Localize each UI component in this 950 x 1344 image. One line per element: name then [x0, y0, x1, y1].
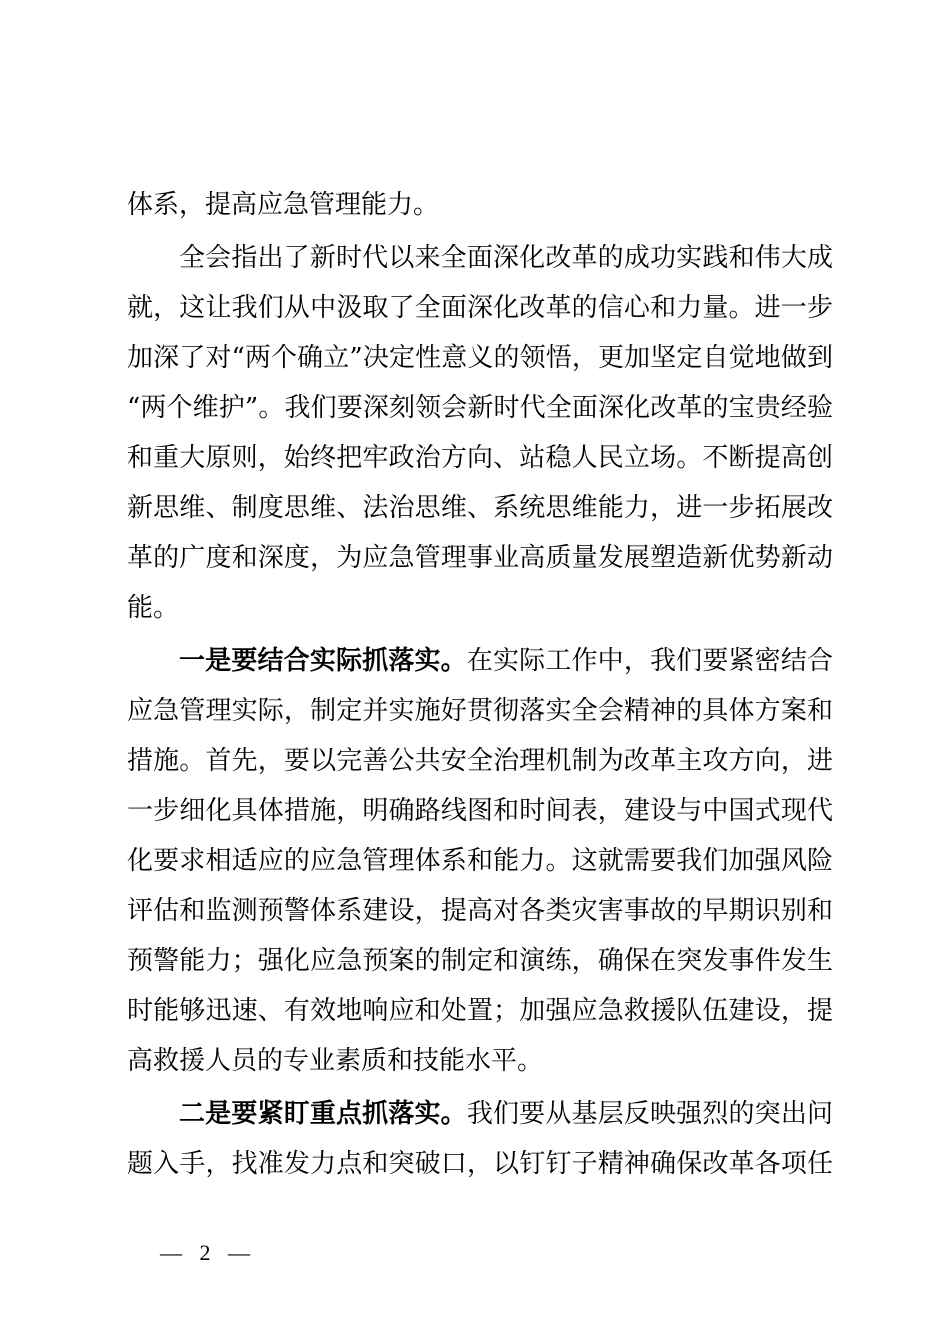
text-line: 体系，提高应急管理能力。	[127, 190, 440, 220]
text-line: 评估和监测预警体系建设，提高对各类灾害事故的早期识别和	[127, 896, 833, 926]
text-line: 能。	[127, 593, 180, 623]
paragraph-heading: 一是要结合实际抓落实。	[179, 646, 467, 676]
text-line: “两个维护”。我们要深刻领会新时代全面深化改革的宝贵经验	[127, 393, 833, 423]
paragraph	[127, 1089, 833, 1189]
paragraph	[127, 180, 833, 230]
text-line: 加深了对“两个确立”决定性意义的领悟，更加坚定自觉地做到	[127, 343, 833, 373]
text-line: 就，这让我们从中汲取了全面深化改革的信心和力量。进一步	[127, 293, 833, 323]
text-segment: 在实际工作中，我们要紧密结合	[466, 646, 833, 676]
text-line	[127, 1089, 833, 1139]
page-number: — 2 —	[160, 1240, 256, 1265]
text-line	[127, 636, 833, 686]
text-line: 一步细化具体措施，明确路线图和时间表，建设与中国式现代	[127, 796, 833, 826]
text-line: 新思维、制度思维、法治思维、系统思维能力，进一步拓展改	[127, 493, 833, 523]
text-line: 措施。首先，要以完善公共安全治理机制为改革主攻方向，进	[127, 746, 833, 776]
paragraph-heading: 二是要紧盯重点抓落实。	[179, 1099, 467, 1129]
text-line: 革的广度和深度，为应急管理事业高质量发展塑造新优势新动	[127, 543, 833, 573]
text-line: 题入手，找准发力点和突破口，以钉钉子精神确保改革各项任	[127, 1149, 833, 1179]
document-page	[127, 180, 833, 1189]
text-line: 化要求相适应的应急管理体系和能力。这就需要我们加强风险	[127, 846, 833, 876]
text-line: 和重大原则，始终把牢政治方向、站稳人民立场。不断提高创	[127, 443, 833, 473]
text-line: 应急管理实际，制定并实施好贯彻落实全会精神的具体方案和	[127, 696, 833, 726]
text-line: 时能够迅速、有效地响应和处置；加强应急救援队伍建设，提	[127, 996, 833, 1026]
paragraph	[127, 636, 833, 1086]
text-line: 高救援人员的专业素质和技能水平。	[127, 1046, 544, 1076]
text-line: 全会指出了新时代以来全面深化改革的成功实践和伟大成	[179, 243, 833, 273]
text-line: 预警能力；强化应急预案的制定和演练，确保在突发事件发生	[127, 946, 833, 976]
paragraph	[127, 233, 833, 633]
text-segment: 我们要从基层反映强烈的突出问	[466, 1099, 833, 1129]
